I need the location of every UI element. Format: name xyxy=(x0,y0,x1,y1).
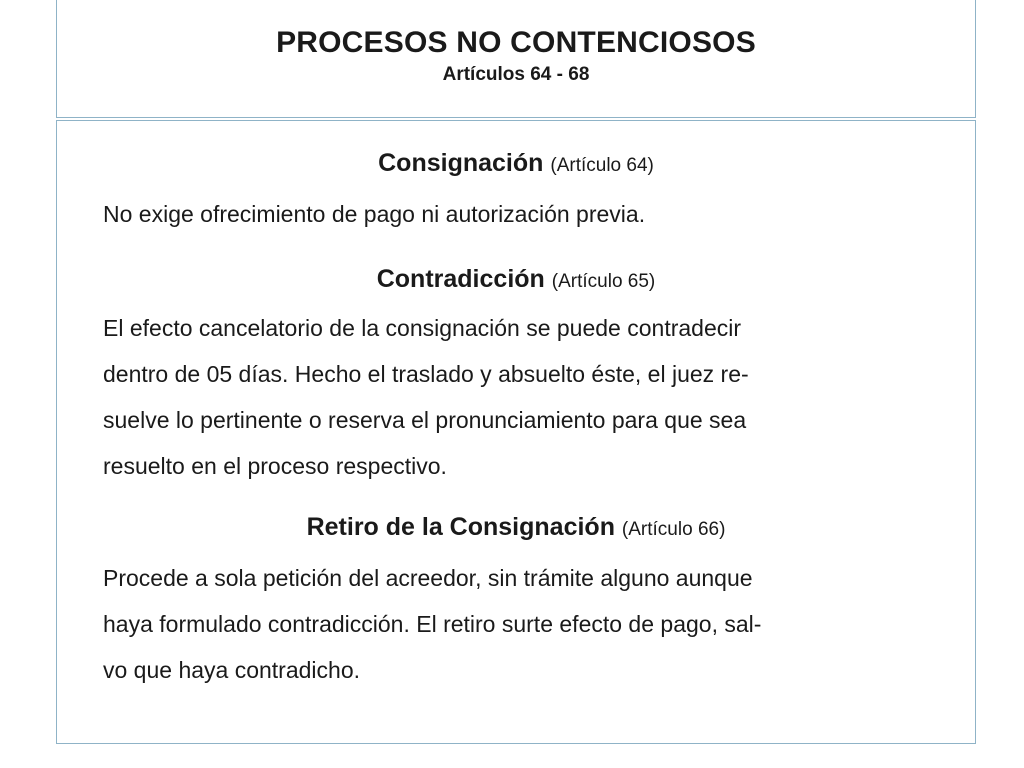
section-title: Contradicción xyxy=(376,265,545,293)
body-line: No exige ofrecimiento de pago ni autorización previa. xyxy=(103,201,646,227)
section-body-consignacion xyxy=(103,191,933,237)
section-title: Consignación xyxy=(378,149,544,177)
page-subtitle: Artículos 64 - 68 xyxy=(442,64,590,85)
body-line: suelve lo pertinente o reserva el pronunciamiento para que sea xyxy=(103,407,747,433)
section-heading-retiro xyxy=(57,511,975,546)
body-line: vo que haya contradicho. xyxy=(103,657,361,683)
content-panel xyxy=(56,120,976,744)
section-heading-contradiccion xyxy=(57,263,975,298)
body-line: resuelto en el proceso respectivo. xyxy=(103,453,447,479)
body-line: haya formulado contradicción. El retiro surte efecto de pago, sal- xyxy=(103,611,762,637)
body-line: dentro de 05 días. Hecho el traslado y absuelto éste, el juez re- xyxy=(103,361,749,387)
slide-header xyxy=(56,0,976,118)
section-heading-consignacion xyxy=(57,147,975,182)
section-body-retiro xyxy=(103,555,933,693)
section-reference: (Artículo 65) xyxy=(551,271,656,292)
body-line: Procede a sola petición del acreedor, sin trámite alguno aunque xyxy=(103,565,753,591)
section-reference: (Artículo 66) xyxy=(621,519,726,540)
section-body-contradiccion xyxy=(103,305,933,489)
body-line: El efecto cancelatorio de la consignación se puede contradecir xyxy=(103,315,742,341)
section-title: Retiro de la Consignación xyxy=(306,513,615,541)
section-reference: (Artículo 64) xyxy=(550,155,654,176)
page-title: PROCESOS NO CONTENCIOSOS xyxy=(276,26,756,59)
